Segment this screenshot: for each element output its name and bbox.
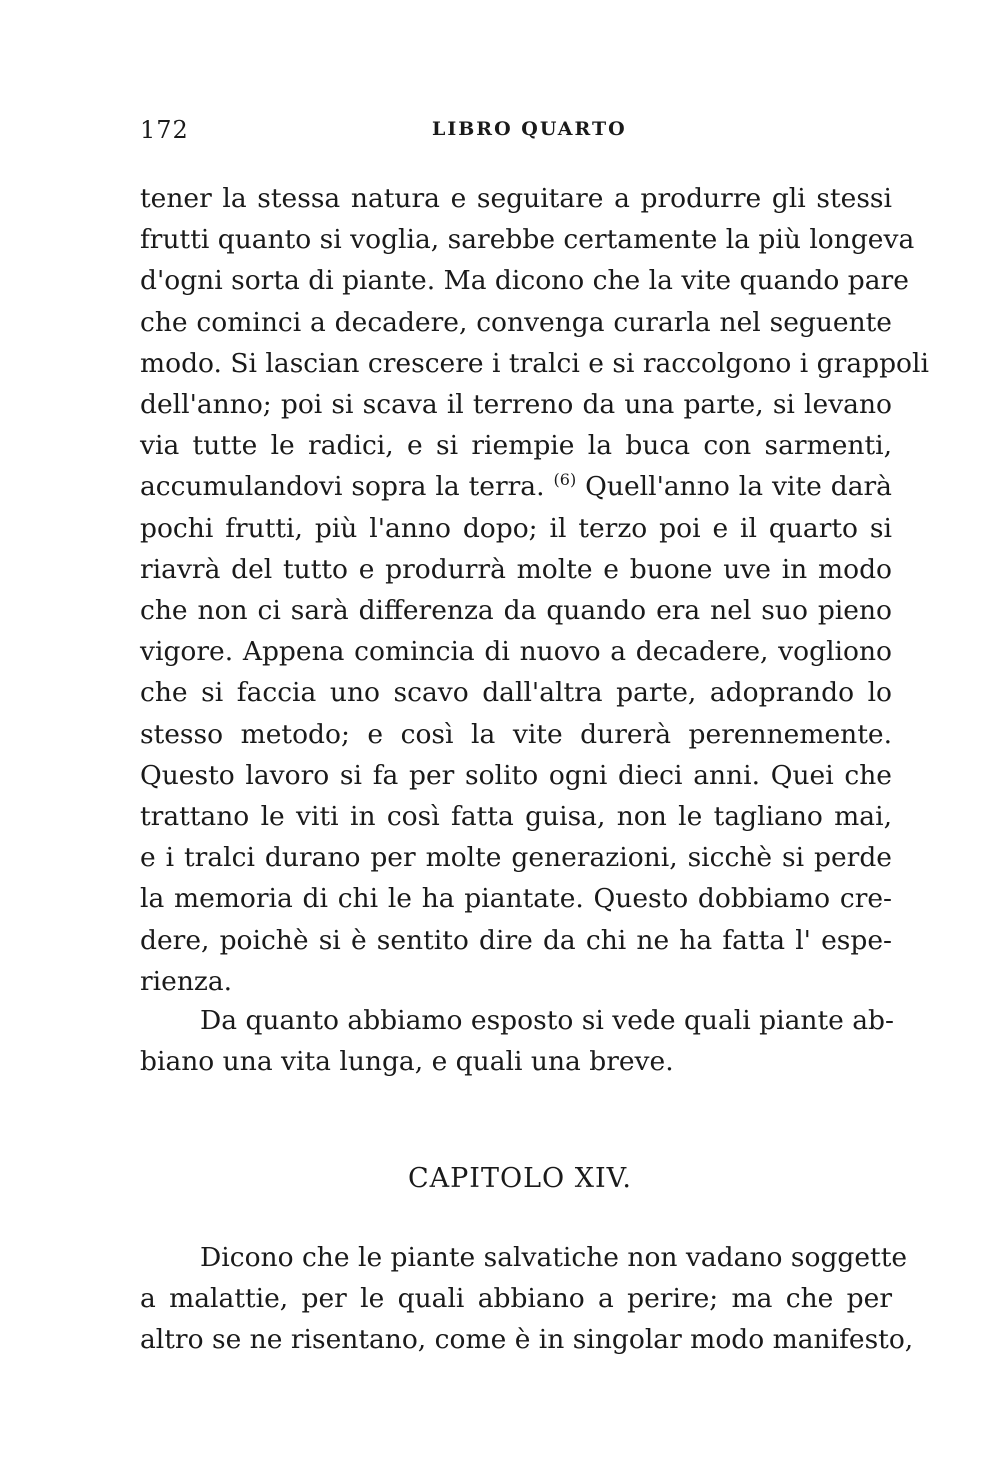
text-line: la memoria di chi le ha piantate. Questo dobbiamo cre- (140, 883, 892, 915)
text-line: stesso metodo; e così la vite durerà perennemente. (140, 718, 892, 750)
paragraph-life-span (140, 1000, 892, 1082)
text-line: e i tralci durano per molte generazioni, sicchè si perde (140, 842, 892, 874)
page-number: 172 (140, 116, 189, 144)
text-line: a malattie, per le quali abbiano a perire; ma che per (140, 1283, 892, 1315)
text-line: dere, poichè si è sentito dire da chi ne ha fatta l' espe- (140, 924, 892, 956)
text-line: riavrà del tutto e produrrà molte e buone uve in modo (140, 553, 892, 585)
text-line: frutti quanto si voglia, sarebbe certamente la più longeva (140, 224, 915, 256)
text-line: via tutte le radici, e si riempie la buca con sarmenti, (140, 430, 892, 462)
text-line: pochi frutti, più l'anno dopo; il terzo poi e il quarto si (140, 512, 892, 544)
text-line: trattano le viti in così fatta guisa, non le tagliano mai, (140, 801, 892, 833)
text-line-with-reference (140, 466, 892, 507)
text-line: che non ci sarà differenza da quando era nel suo pieno (140, 595, 892, 627)
text-line: Questo lavoro si fa per solito ogni dieci anni. Quei che (140, 759, 892, 791)
running-head (140, 116, 890, 152)
text-line: che cominci a decadere, convenga curarla nel seguente (140, 306, 892, 338)
book-part-title: LIBRO QUARTO (432, 118, 627, 140)
text-line: tener la stessa natura e seguitare a produrre gli stessi (140, 183, 892, 214)
text-line: che si faccia uno scavo dall'altra parte, adoprando lo (140, 677, 892, 709)
text-fragment: accumulandovi sopra la terra. (140, 471, 545, 503)
text-line: modo. Si lascian crescere i tralci e si raccolgono i grappoli (140, 347, 929, 379)
paragraph-wild-plants (140, 1237, 914, 1361)
paragraph-vine-renewal (140, 178, 929, 1002)
footnote-reference: (6) (553, 470, 577, 490)
text-line: d'ogni sorta di piante. Ma dicono che la vite quando pare (140, 265, 909, 297)
text-line: rienza. (140, 965, 233, 997)
text-line: dell'anno; poi si scava il terreno da una parte, si levano (140, 389, 892, 421)
text-fragment: Quell'anno la vite darà (585, 471, 892, 503)
text-line: vigore. Appena comincia di nuovo a decadere, vogliono (140, 636, 892, 668)
text-line: altro se ne risentano, come è in singolar modo manifesto, (140, 1324, 914, 1356)
chapter-heading: CAPITOLO XIV. (407, 1163, 633, 1194)
text-line: Da quanto abbiamo esposto si vede quali piante ab- (200, 1005, 894, 1036)
text-line: Dicono che le piante salvatiche non vadano soggette (200, 1242, 908, 1273)
text-line: biano una vita lunga, e quali una breve. (140, 1046, 674, 1078)
